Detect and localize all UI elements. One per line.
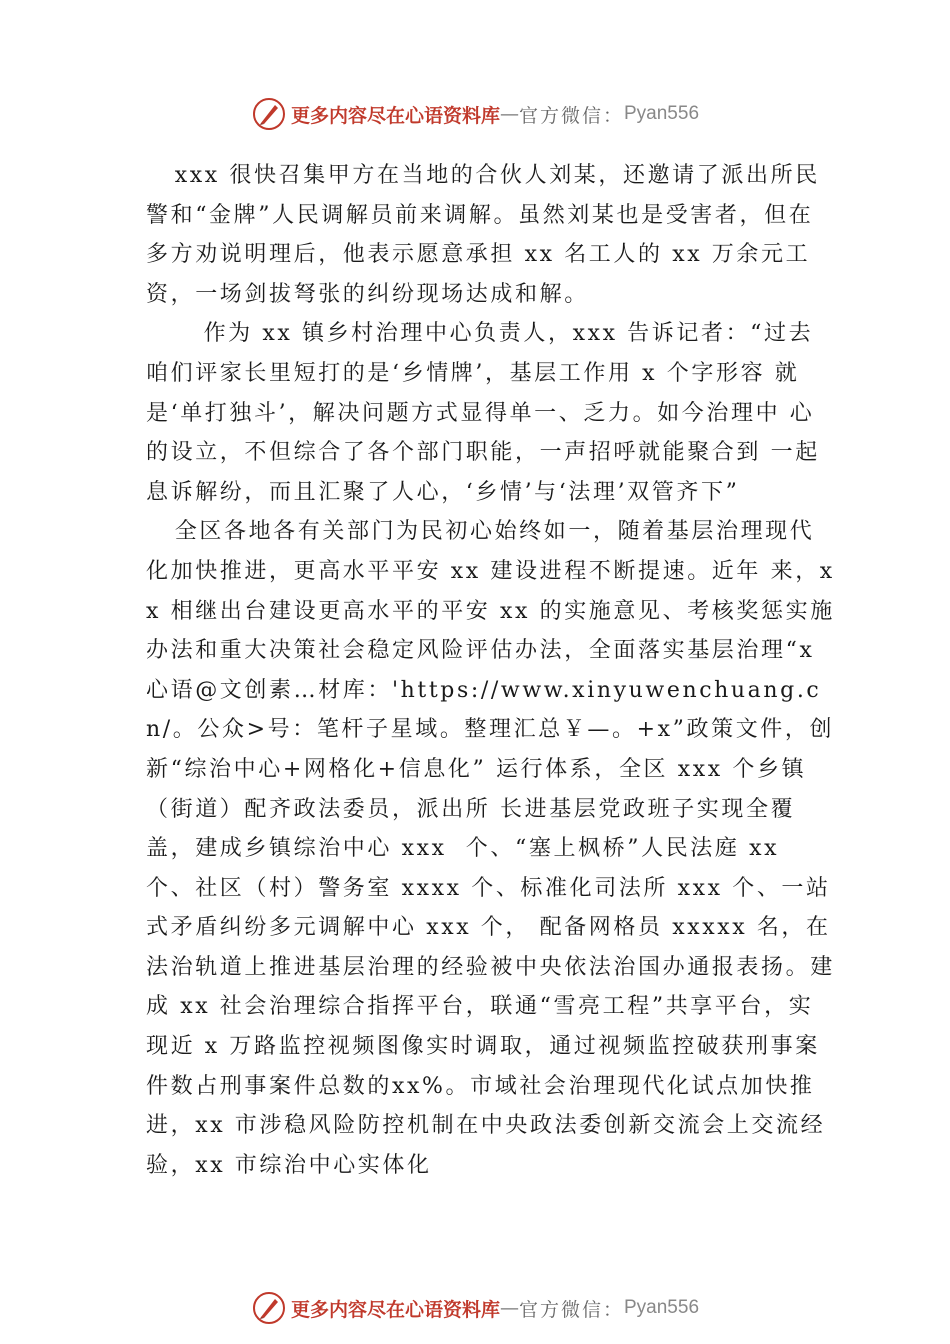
- quill-pen-icon: [251, 1290, 287, 1326]
- banner-brand: 更多内容尽在心语资料库: [290, 1298, 500, 1321]
- banner-separator: —: [499, 1297, 519, 1319]
- footer-banner: [0, 1286, 950, 1330]
- paragraph-3: 全区各地各有关部门为民初心始终如一，随着基层治理现代化加快推进，更高水平平安 xx 建设进程不断提速。近年 来，xx 相继出台建设更高水平的平安 xx 的实施意见、考核奖惩实施办法和重大决策社会稳定风险评估办法，全面落实基层治理“x 心语@文创素…材库：'https://www.xinyuwenchuang.cn/。公众>号：笔杆子星域。整理汇总￥—。+x”政策文件，创新“综治中心+网格化+信息化” 运行体系，全区 xxx 个乡镇（街道）配齐政法委员，派出所 长进基层党政班子实现全覆盖，建成乡镇综治中心 xxx 个、“塞上枫桥”人民法庭 xx 个、社区（村）警务室 xxxx 个、标准化司法所 xxx 个、一站式矛盾纠纷多元调解中心 xxx 个， 配备网格员 xxxxx 名，在法治轨道上推进基层治理的经验被中央依法治国办通报表扬。建成 xx 社会治理综合指挥平台，联通“雪亮工程”共享平台，实现近 x 万路监控视频图像实时调取，通过视频监控破获刑事案件数占刑事案件总数的xx%。市域社会治理现代化试点加快推进，xx 市涉稳风险防控机制在中央政法委创新交流会上交流经验，xx 市综治中心实体化: [146, 519, 835, 1178]
- banner-wechat-id: Pyan556: [624, 103, 700, 124]
- banner-wechat-id: Pyan556: [624, 1297, 700, 1318]
- paragraph-1: xxx 很快召集甲方在当地的合伙人刘某，还邀请了派出所民警和“金牌”人民调解员前来调解。虽然刘某也是受害者，但在多方劝说明理后，他表示愿意承担 xx 名工人的 xx 万余元工资，一场剑拔弩张的纠纷现场达成和解。: [146, 163, 820, 307]
- document-body: [146, 156, 836, 1185]
- banner-official-label: 官方微信：: [518, 1298, 624, 1321]
- paragraph-2: 作为 xx 镇乡村治理中心负责人，xxx 告诉记者：“过去咱们评家长里短打的是‘乡情牌’，基层工作用 x 个字形容 就是‘单打独斗’，解决问题方式显得单一、乏力。如今治理中 心的设立，不但综合了各个部门职能，一声招呼就能聚合到 一起息诉解纷，而且汇聚了人心，‘乡情’与‘法理’双管齐下”: [146, 321, 820, 505]
- banner-separator: —: [499, 103, 519, 125]
- header-banner: [0, 92, 950, 136]
- banner-brand: 更多内容尽在心语资料库: [290, 104, 500, 127]
- quill-pen-icon: [251, 96, 287, 132]
- banner-official-label: 官方微信：: [518, 104, 624, 127]
